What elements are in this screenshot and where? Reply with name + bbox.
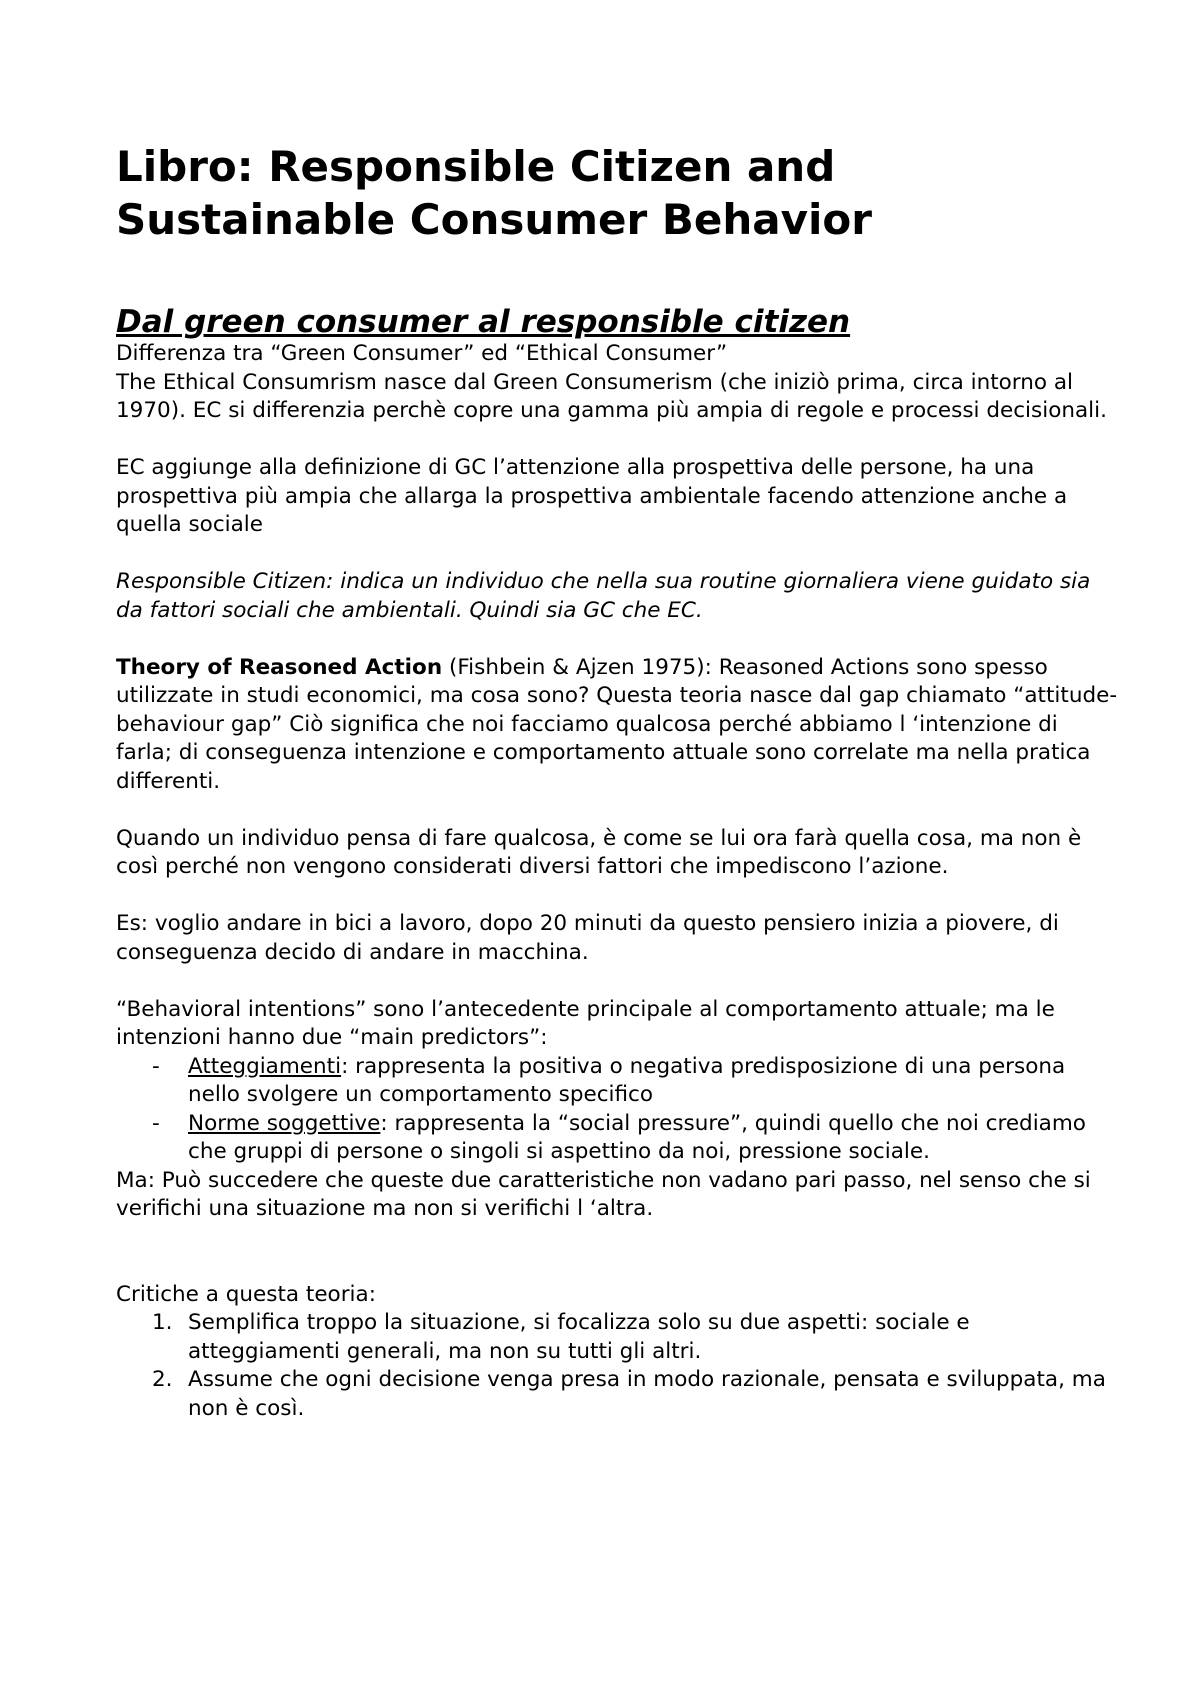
list-item (116, 1053, 1120, 1110)
list-marker: 1. (152, 1310, 173, 1335)
predictor-text: : rappresenta la “social pressure”, quindi quello che noi crediamo che gruppi di persone o singoli si aspettino da noi, pressione sociale. (188, 1110, 1086, 1164)
predictor-text: : rappresenta la positiva o negativa predisposizione di una persona nello svolgere un comportamento specifico (188, 1053, 1066, 1107)
list-marker: 2. (152, 1367, 173, 1392)
list-item (116, 1366, 1120, 1423)
list-marker: - (152, 1053, 160, 1079)
predictor-term: Atteggiamenti (188, 1053, 342, 1079)
document-title-line-1: Libro: Responsible Citizen and (116, 142, 836, 191)
paragraph-differenza-line-1: Differenza tra “Green Consumer” ed “Ethical Consumer” (116, 341, 728, 366)
paragraph-behavioral-intentions: “Behavioral intentions” sono l’antecedente principale al comportamento attuale; ma le intenzioni hanno due “main predictors”: (116, 996, 1055, 1050)
list-marker: - (152, 1110, 160, 1136)
paragraph-esempio: Es: voglio andare in bici a lavoro, dopo 20 minuti da questo pensiero inizia a piovere, di conseguenza decido di andare in macchina. (116, 911, 1059, 965)
critique-text: Semplifica troppo la situazione, si focalizza solo su due aspetti: sociale e atteggiamenti generali, ma non su tutti gli altri. (188, 1310, 970, 1364)
predictors-list (116, 1053, 1120, 1167)
theory-description: (Fishbein & Ajzen 1975): Reasoned Actions sono spesso utilizzate in studi economici, ma cosa sono? Questa teoria nasce dal gap chiamato “attitude-behaviour gap” Ciò significa che noi facciamo qualcosa perché abbiamo l ‘intenzione di farla; di conseguenza intenzione e comportamento attuale sono correlate ma nella pratica differenti. (116, 654, 1118, 794)
paragraph-ec-aggiunge: EC aggiunge alla definizione di GC l’attenzione alla prospettiva delle persone, ha una prospettiva più ampia che allarga la prospettiva ambientale facendo attenzione anche a quella sociale (116, 455, 1068, 537)
paragraph-responsible-citizen: Responsible Citizen: indica un individuo che nella sua routine giornaliera viene guidato sia da fattori sociali che ambientali. Quindi sia GC che EC. (116, 569, 1091, 623)
paragraph-differenza (116, 340, 1120, 426)
list-item (116, 1110, 1120, 1167)
critiques-heading: Critiche a questa teoria: (116, 1281, 376, 1307)
document-title-line-2: Sustainable Consumer Behavior (116, 195, 872, 244)
paragraph-theory-reasoned-action (116, 654, 1120, 797)
paragraph-quando: Quando un individuo pensa di fare qualcosa, è come se lui ora farà quella cosa, ma non è così perché non vengono considerati diversi fattori che impediscono l’azione. (116, 825, 1082, 879)
predictor-term: Norme soggettive (188, 1110, 381, 1136)
theory-name: Theory of Reasoned Action (116, 654, 443, 680)
list-item (116, 1309, 1120, 1366)
critique-text: Assume che ogni decisione venga presa in modo razionale, pensata e sviluppata, ma non è così. (188, 1367, 1106, 1421)
paragraph-differenza-line-2: The Ethical Consumrism nasce dal Green Consumerism (che iniziò prima, circa intorno al 1970). EC si differenzia perchè copre una gamma più ampia di regole e processi decisionali. (116, 369, 1107, 423)
paragraph-ma: Ma: Può succedere che queste due caratteristiche non vadano pari passo, nel senso che si verifichi una situazione ma non si verifichi l ‘altra. (116, 1167, 1091, 1221)
critiques-list (116, 1309, 1120, 1423)
section-heading: Dal green consumer al responsible citizen (116, 304, 851, 340)
document-title (116, 140, 1120, 246)
